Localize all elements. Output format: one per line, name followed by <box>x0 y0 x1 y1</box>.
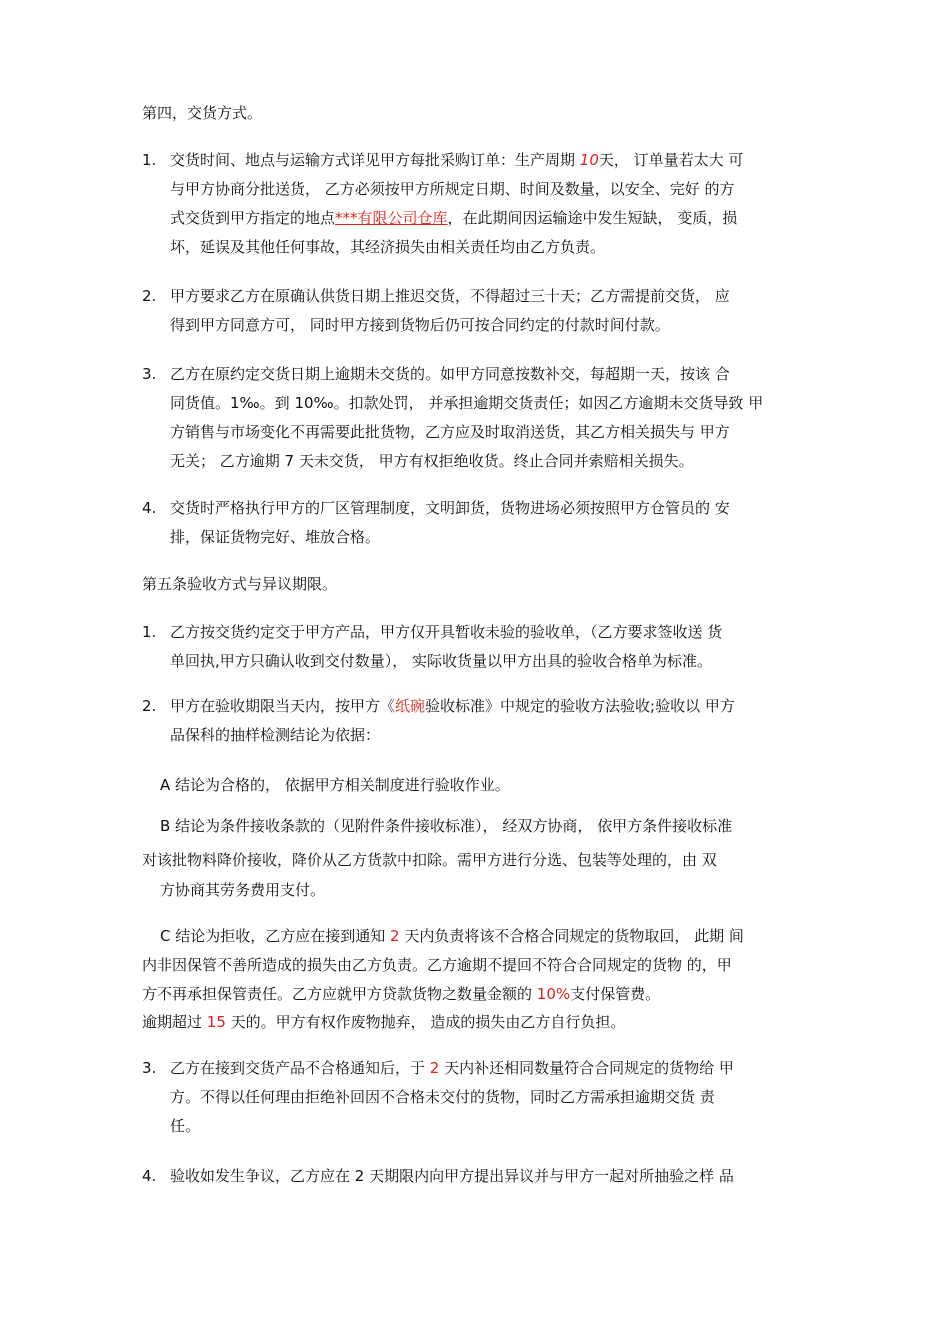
item-line: 方。不得以任何理由拒绝补回因不合格未交付的货物，同时乙方需承担逾期交货 责 <box>170 1088 715 1106</box>
text-run: 乙方在接到交货产品不合格通知后，于 <box>170 1059 430 1077</box>
item-line: 乙方在原约定交货日期上逾期未交货的。如甲方同意按数补交，每超期一天，按该 合 <box>170 365 730 383</box>
conclusion-c-continued <box>142 951 732 1036</box>
text-run: 天内负责将该不合格合同规定的货物取回， 此期 间 <box>399 927 744 945</box>
paragraph-line: 对该批物料降价接收，降价从乙方货款中扣除。需甲方进行分选、包装等处理的，由 双 <box>142 851 717 869</box>
item-line: 坏，延误及其他任何事故，其经济损失由相关责任均由乙方负责。 <box>170 238 606 256</box>
text-run: 天内补还相同数量符合合同规定的货物给 甲 <box>439 1059 734 1077</box>
warehouse-highlight: ***有限公司仓库 <box>335 209 448 227</box>
item-line: 验收如发生争议，乙方应在 2 天期限内向甲方提出异议并与甲方一起对所抽验之样 品 <box>170 1167 734 1185</box>
storage-fee-highlight: 10% <box>536 985 571 1003</box>
text-run: 验收标准》中规定的验收方法验收;验收以 甲方 <box>425 697 735 715</box>
item-line <box>170 146 743 175</box>
paragraph-line <box>142 1008 732 1036</box>
item-number: 3. <box>142 1059 157 1077</box>
conclusion-b <box>160 812 732 841</box>
conclusion-b-continued <box>142 845 717 905</box>
item-line: 无关； 乙方逾期 7 天未交货， 甲方有权拒绝收货。终止合同并索赔相关损失。 <box>170 452 694 470</box>
item-line: 得到甲方同意方可， 同时甲方接到货物后仍可按合同约定的付款时间付款。 <box>170 316 670 334</box>
item-line: 乙方按交货约定交于甲方产品，甲方仅开具暂收未验的验收单，（乙方要求签收送 货 <box>170 623 723 641</box>
paragraph-line <box>160 922 744 951</box>
item-number: 1. <box>142 151 157 169</box>
text-run: 交货时间、地点与运输方式详见甲方每批采购订单：生产周期 <box>170 151 580 169</box>
overdue-days-highlight: 15 <box>206 1013 226 1031</box>
pickup-days-highlight: 2 <box>390 927 400 945</box>
item-line: 交货时严格执行甲方的厂区管理制度，文明卸货，货物进场必须按照甲方仓管员的 安 <box>170 499 730 517</box>
item-number: 2. <box>142 287 157 305</box>
item-line: 同货值。1‰。到 10‰。扣款处罚， 并承担逾期交货责任；如因乙方逾期未交货导致 甲 <box>170 394 764 412</box>
paragraph-line: 方协商其劳务费用支付。 <box>160 881 326 899</box>
standard-name-highlight: 纸碗 <box>395 697 426 715</box>
text-run: 天的。甲方有权作废物抛弃， 造成的损失由乙方自行负担。 <box>225 1013 626 1031</box>
section-heading-acceptance: 第五条验收方式与异议期限。 <box>142 575 338 593</box>
item-number: 2. <box>142 697 157 715</box>
paragraph-line: 内非因保管不善所造成的损失由乙方负责。乙方逾期不提回不符合合同规定的货物 的，甲 <box>142 956 732 974</box>
section-heading-delivery: 第四，交货方式。 <box>142 104 263 122</box>
text-run: 甲方在验收期限当天内，按甲方《 <box>170 697 396 715</box>
text-run: C 结论为拒收，乙方应在接到通知 <box>160 927 391 945</box>
item-line: 任。 <box>170 1117 201 1135</box>
item-line: 甲方要求乙方在原确认供货日期上推迟交货，不得超过三十天；乙方需提前交货， 应 <box>170 287 730 305</box>
item-line: 品保科的抽样检测结论为依据： <box>170 726 381 744</box>
item-line: 与甲方协商分批送货， 乙方必须按甲方所规定日期、时间及数量，以安全、完好 的方 <box>170 180 735 198</box>
paragraph-line: A 结论为合格的， 依据甲方相关制度进行验收作业。 <box>160 776 510 794</box>
item-line <box>170 692 735 721</box>
item-line <box>170 204 743 233</box>
paragraph-line <box>142 980 732 1008</box>
item-line: 方销售与市场变化不再需要此批货物，乙方应及时取消送货，其乙方相关损失与 甲方 <box>170 423 730 441</box>
item-number: 1. <box>142 623 157 641</box>
text-run: 逾期超过 <box>142 1013 207 1031</box>
conclusion-c <box>160 922 744 951</box>
item-line: 排，保证货物完好、堆放合格。 <box>170 528 381 546</box>
paragraph-line: B 结论为条件接收条款的（见附件条件接收标准）， 经双方协商， 依甲方条件接收标准 <box>160 817 733 835</box>
item-number: 3. <box>142 365 157 383</box>
conclusion-a <box>160 771 510 800</box>
text-run: 方不再承担保管责任。乙方应就甲方贷款货物之数量金额的 <box>142 985 537 1003</box>
item-line <box>170 1054 734 1083</box>
item-line: 单回执,甲方只确认收到交付数量）， 实际收货量以甲方出具的验收合格单为标准。 <box>170 652 713 670</box>
replacement-days-highlight: 2 <box>429 1059 440 1077</box>
text-run: ，在此期间因运输途中发生短缺， 变质，损 <box>447 209 738 227</box>
text-run: 式交货到甲方指定的地点 <box>170 209 336 227</box>
text-run: 支付保管费。 <box>570 985 661 1003</box>
item-number: 4. <box>142 499 157 517</box>
text-run: 天， 订单量若太大 可 <box>598 151 744 169</box>
item-number: 4. <box>142 1167 157 1185</box>
production-days-highlight: 10 <box>579 151 599 169</box>
